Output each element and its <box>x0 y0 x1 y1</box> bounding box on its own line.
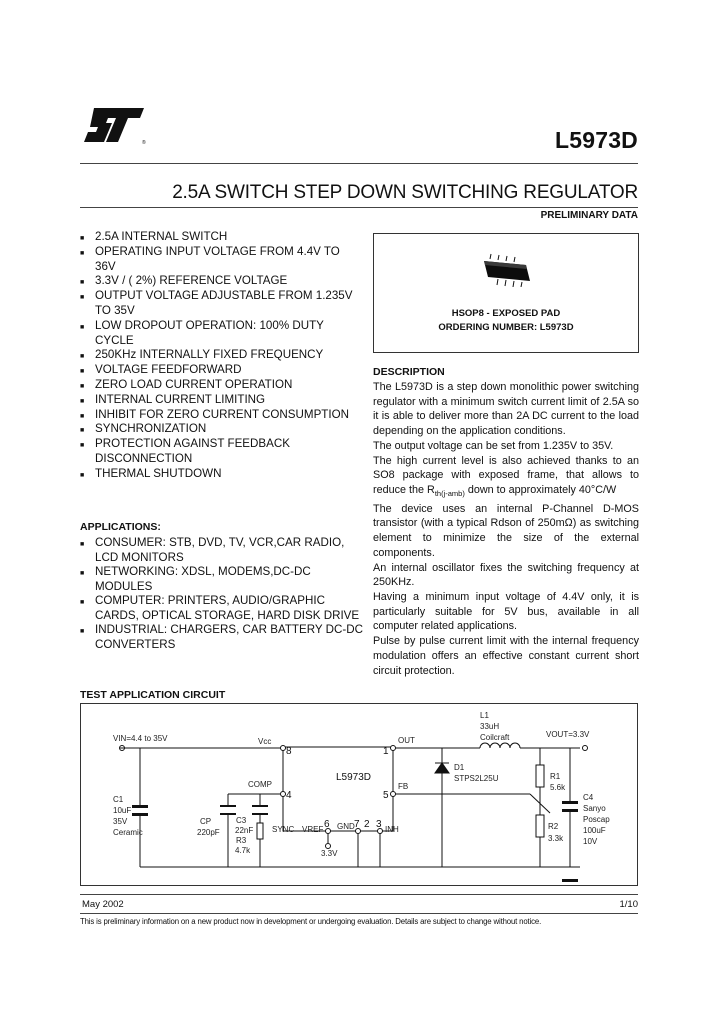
bullet-icon: ■ <box>80 323 85 331</box>
pin-vref-label: VREF <box>302 825 324 834</box>
bullet-icon: ■ <box>80 442 85 450</box>
bullet-icon: ■ <box>80 397 85 405</box>
feature-list <box>80 230 360 482</box>
svg-text:Poscap: Poscap <box>583 815 610 824</box>
bullet-icon: ■ <box>80 353 85 361</box>
svg-text:Sanyo: Sanyo <box>583 804 606 813</box>
pin-comp-label: COMP <box>248 780 272 789</box>
svg-text:C3: C3 <box>236 816 247 825</box>
chip-package-icon <box>480 253 534 287</box>
svg-text:33uH: 33uH <box>480 722 500 731</box>
preliminary-label: PRELIMINARY DATA <box>540 210 638 221</box>
svg-text:STPS2L25U: STPS2L25U <box>454 774 499 783</box>
pin-vcc-label: Vcc <box>258 737 272 746</box>
list-item: ■ OPERATING INPUT VOLTAGE FROM 4.4V TO 36V <box>80 244 340 273</box>
test-application-circuit <box>80 703 638 886</box>
svg-text:3.3k: 3.3k <box>548 834 564 843</box>
bullet-icon: ■ <box>80 541 85 548</box>
pin-sync-label: SYNC <box>272 825 295 834</box>
bullet-icon: ■ <box>80 599 85 606</box>
list-item: ■ NETWORKING: XDSL, MODEMS,DC-DC MODULES <box>80 565 311 593</box>
disclaimer-text: This is preliminary information on a new product now in development or undergoing evaluation. Details are subject to change without notice. <box>80 917 542 926</box>
svg-text:4: 4 <box>286 790 292 801</box>
svg-text:R3: R3 <box>236 836 247 845</box>
svg-text:4.7k: 4.7k <box>235 846 251 855</box>
bullet-icon: ■ <box>80 294 85 302</box>
bullet-icon: ■ <box>80 471 85 479</box>
footer-rule <box>80 894 638 895</box>
pin-fb-label: FB <box>398 782 409 791</box>
applications-list <box>80 536 365 652</box>
page-number: 1/10 <box>619 899 638 910</box>
svg-text:10V: 10V <box>583 837 598 846</box>
svg-text:R1: R1 <box>550 772 561 781</box>
svg-text:6: 6 <box>324 819 330 830</box>
svg-text:1: 1 <box>383 746 389 757</box>
description-heading: DESCRIPTION <box>373 366 445 378</box>
svg-text:2: 2 <box>364 819 370 830</box>
svg-text:5: 5 <box>383 790 389 801</box>
bullet-icon: ■ <box>80 279 85 287</box>
svg-text:10uF: 10uF <box>113 806 132 815</box>
svg-text:5.6k: 5.6k <box>550 783 566 792</box>
svg-text:CP: CP <box>200 817 212 826</box>
bullet-icon: ■ <box>80 412 85 420</box>
svg-text:Coilcraft: Coilcraft <box>480 733 510 742</box>
svg-text:®: ® <box>142 140 146 146</box>
svg-text:100uF: 100uF <box>583 826 606 835</box>
svg-text:3.3V: 3.3V <box>321 849 338 858</box>
svg-text:Ceramic: Ceramic <box>113 828 143 837</box>
bullet-icon: ■ <box>80 427 85 435</box>
package-caption: HSOP8 - EXPOSED PAD ORDERING NUMBER: L5973D <box>438 308 574 333</box>
svg-text:220pF: 220pF <box>197 828 220 837</box>
list-item: ■ THERMAL SHUTDOWN <box>80 467 360 482</box>
pin-inh-label: INH <box>385 825 399 834</box>
pin-out-label: OUT <box>398 736 415 745</box>
svg-text:35V: 35V <box>113 817 128 826</box>
list-item: ■ CONSUMER: STB, DVD, TV, VCR,CAR RADIO, LCD MONITORS <box>80 536 345 564</box>
list-item: ■ PROTECTION AGAINST FEEDBACK DISCONNECTION <box>80 437 290 465</box>
bullet-icon: ■ <box>80 382 85 390</box>
document-title: 2.5A SWITCH STEP DOWN SWITCHING REGULATOR <box>172 182 638 203</box>
bullet-icon: ■ <box>80 249 85 257</box>
applications-heading: APPLICATIONS: <box>80 521 161 533</box>
package-box <box>373 233 639 353</box>
list-item: ■ LOW DROPOUT OPERATION: 100% DUTY CYCLE <box>80 318 324 347</box>
part-number: L5973D <box>554 127 638 153</box>
header-rule <box>80 163 638 164</box>
vin-label: VIN=4.4 to 35V <box>113 734 168 743</box>
list-item: ■ VOLTAGE FEEDFORWARD <box>80 363 360 378</box>
svg-text:22nF: 22nF <box>235 826 254 835</box>
bullet-icon: ■ <box>80 628 85 635</box>
svg-text:C1: C1 <box>113 795 124 804</box>
bullet-icon: ■ <box>80 570 85 577</box>
list-item: ■ ZERO LOAD CURRENT OPERATION <box>80 378 360 393</box>
list-item: ■ COMPUTER: PRINTERS, AUDIO/GRAPHIC CARDS, OPTICAL STORAGE, HARD DISK DRIVE <box>80 594 360 622</box>
svg-text:8: 8 <box>286 746 292 757</box>
svg-text:D1: D1 <box>454 763 465 772</box>
list-item: ■ OUTPUT VOLTAGE ADJUSTABLE FROM 1.235V TO 35V <box>80 289 353 317</box>
svg-text:7: 7 <box>354 819 360 830</box>
list-item: ■ 2.5A INTERNAL SWITCH <box>80 230 360 245</box>
list-item: ■ INTERNAL CURRENT LIMITING <box>80 393 360 408</box>
list-item: ■ INHIBIT FOR ZERO CURRENT CONSUMPTION <box>80 408 360 423</box>
svg-text:R2: R2 <box>548 822 559 831</box>
list-item: ■ 250KHz INTERNALLY FIXED FREQUENCY <box>80 348 360 363</box>
list-item: ■ SYNCHRONIZATION <box>80 422 360 437</box>
svg-text:3: 3 <box>376 819 382 830</box>
disclaimer-rule <box>80 913 638 914</box>
svg-text:C4: C4 <box>583 793 594 802</box>
pin-gnd-label: GND <box>337 822 355 831</box>
list-item: ■ INDUSTRIAL: CHARGERS, CAR BATTERY DC-DC CONVERTERS <box>80 623 363 651</box>
ic-label: L5973D <box>336 772 372 783</box>
bullet-icon: ■ <box>80 368 85 376</box>
title-rule <box>80 207 638 208</box>
bullet-icon: ■ <box>80 235 85 242</box>
circuit-heading: TEST APPLICATION CIRCUIT <box>80 689 226 701</box>
vout-label: VOUT=3.3V <box>546 730 590 739</box>
svg-text:L1: L1 <box>480 711 489 720</box>
footer-date: May 2002 <box>82 899 124 910</box>
list-item: ■ 3.3V / ( 2%) REFERENCE VOLTAGE <box>80 274 360 289</box>
description-text: The L5973D is a step down monolithic power switching regulator with a minimum switch current limit of 2.5A so it is able to deliver more than 2A DC current to the load depending on the application conditions. The output voltage can be set from 1.235V to 35V. The high current level is also achieved thanks to an SO8 package with exposed frame, that allows to reduce the $R_{th(j-amb)}$ down to approximately 40°C/W The device uses an internal P-Channel D-MOS transistor (with a typical Rdson of 250mΩ) as switching element to minimize the size of the external components. An internal oscillator fixes the switching frequency at 250KHz. Having a minimum input voltage of 4.4V only, it is particularly suitable for 5V bus, available in all computer related applications. Pulse by pulse current limit with the internal frequency modulation offers an effective constant current short circuit protection. <box>373 381 639 677</box>
